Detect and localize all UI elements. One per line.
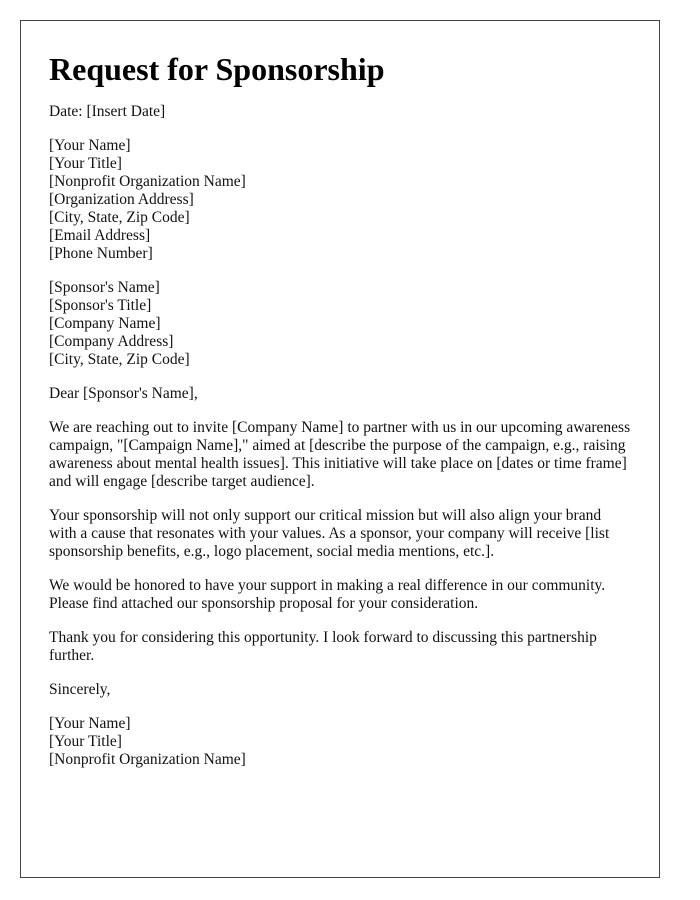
letter-title: Request for Sponsorship — [49, 51, 385, 87]
sender-address-block — [49, 137, 631, 263]
recipient-name: [Sponsor's Name] — [49, 279, 160, 296]
signature-organization: [Nonprofit Organization Name] — [49, 751, 246, 768]
signature-name: [Your Name] — [49, 715, 131, 732]
signature-title: [Your Title] — [49, 733, 122, 750]
recipient-address-block — [49, 279, 631, 369]
sender-email: [Email Address] — [49, 227, 151, 244]
body-paragraph-thanks: Thank you for considering this opportunity. I look forward to discussing this partnership further. — [49, 629, 597, 664]
body-paragraph-invitation: We are reaching out to invite [Company Name] to partner with us in our upcoming awareness campaign, "[Campaign Name]," aimed at [describe the purpose of the campaign, e.g., raising awareness about mental health issues]. This initiative will take place on [dates or time frame] and will engage [describe target audience]. — [49, 419, 631, 490]
letter-page — [20, 20, 660, 878]
signature-block — [49, 715, 631, 769]
body-paragraph-support: We would be honored to have your support in making a real difference in our community. Please find attached our sponsorship proposal for your consideration. — [49, 577, 606, 612]
closing: Sincerely, — [49, 681, 111, 698]
recipient-company: [Company Name] — [49, 315, 161, 332]
sender-address: [Organization Address] — [49, 191, 194, 208]
sender-city-state-zip: [City, State, Zip Code] — [49, 209, 190, 226]
recipient-title: [Sponsor's Title] — [49, 297, 152, 314]
sender-phone: [Phone Number] — [49, 245, 153, 262]
salutation: Dear [Sponsor's Name], — [49, 385, 198, 402]
sender-name: [Your Name] — [49, 137, 131, 154]
sender-title: [Your Title] — [49, 155, 122, 172]
date-line: Date: [Insert Date] — [49, 103, 166, 120]
sender-organization: [Nonprofit Organization Name] — [49, 173, 246, 190]
body-paragraph-benefits: Your sponsorship will not only support our critical mission but will also align your brand with a cause that resonates with your values. As a sponsor, your company will receive [list sponsorship benefits, e.g., logo placement, social media mentions, etc.]. — [49, 507, 610, 560]
recipient-address: [Company Address] — [49, 333, 174, 350]
recipient-city-state-zip: [City, State, Zip Code] — [49, 351, 190, 368]
